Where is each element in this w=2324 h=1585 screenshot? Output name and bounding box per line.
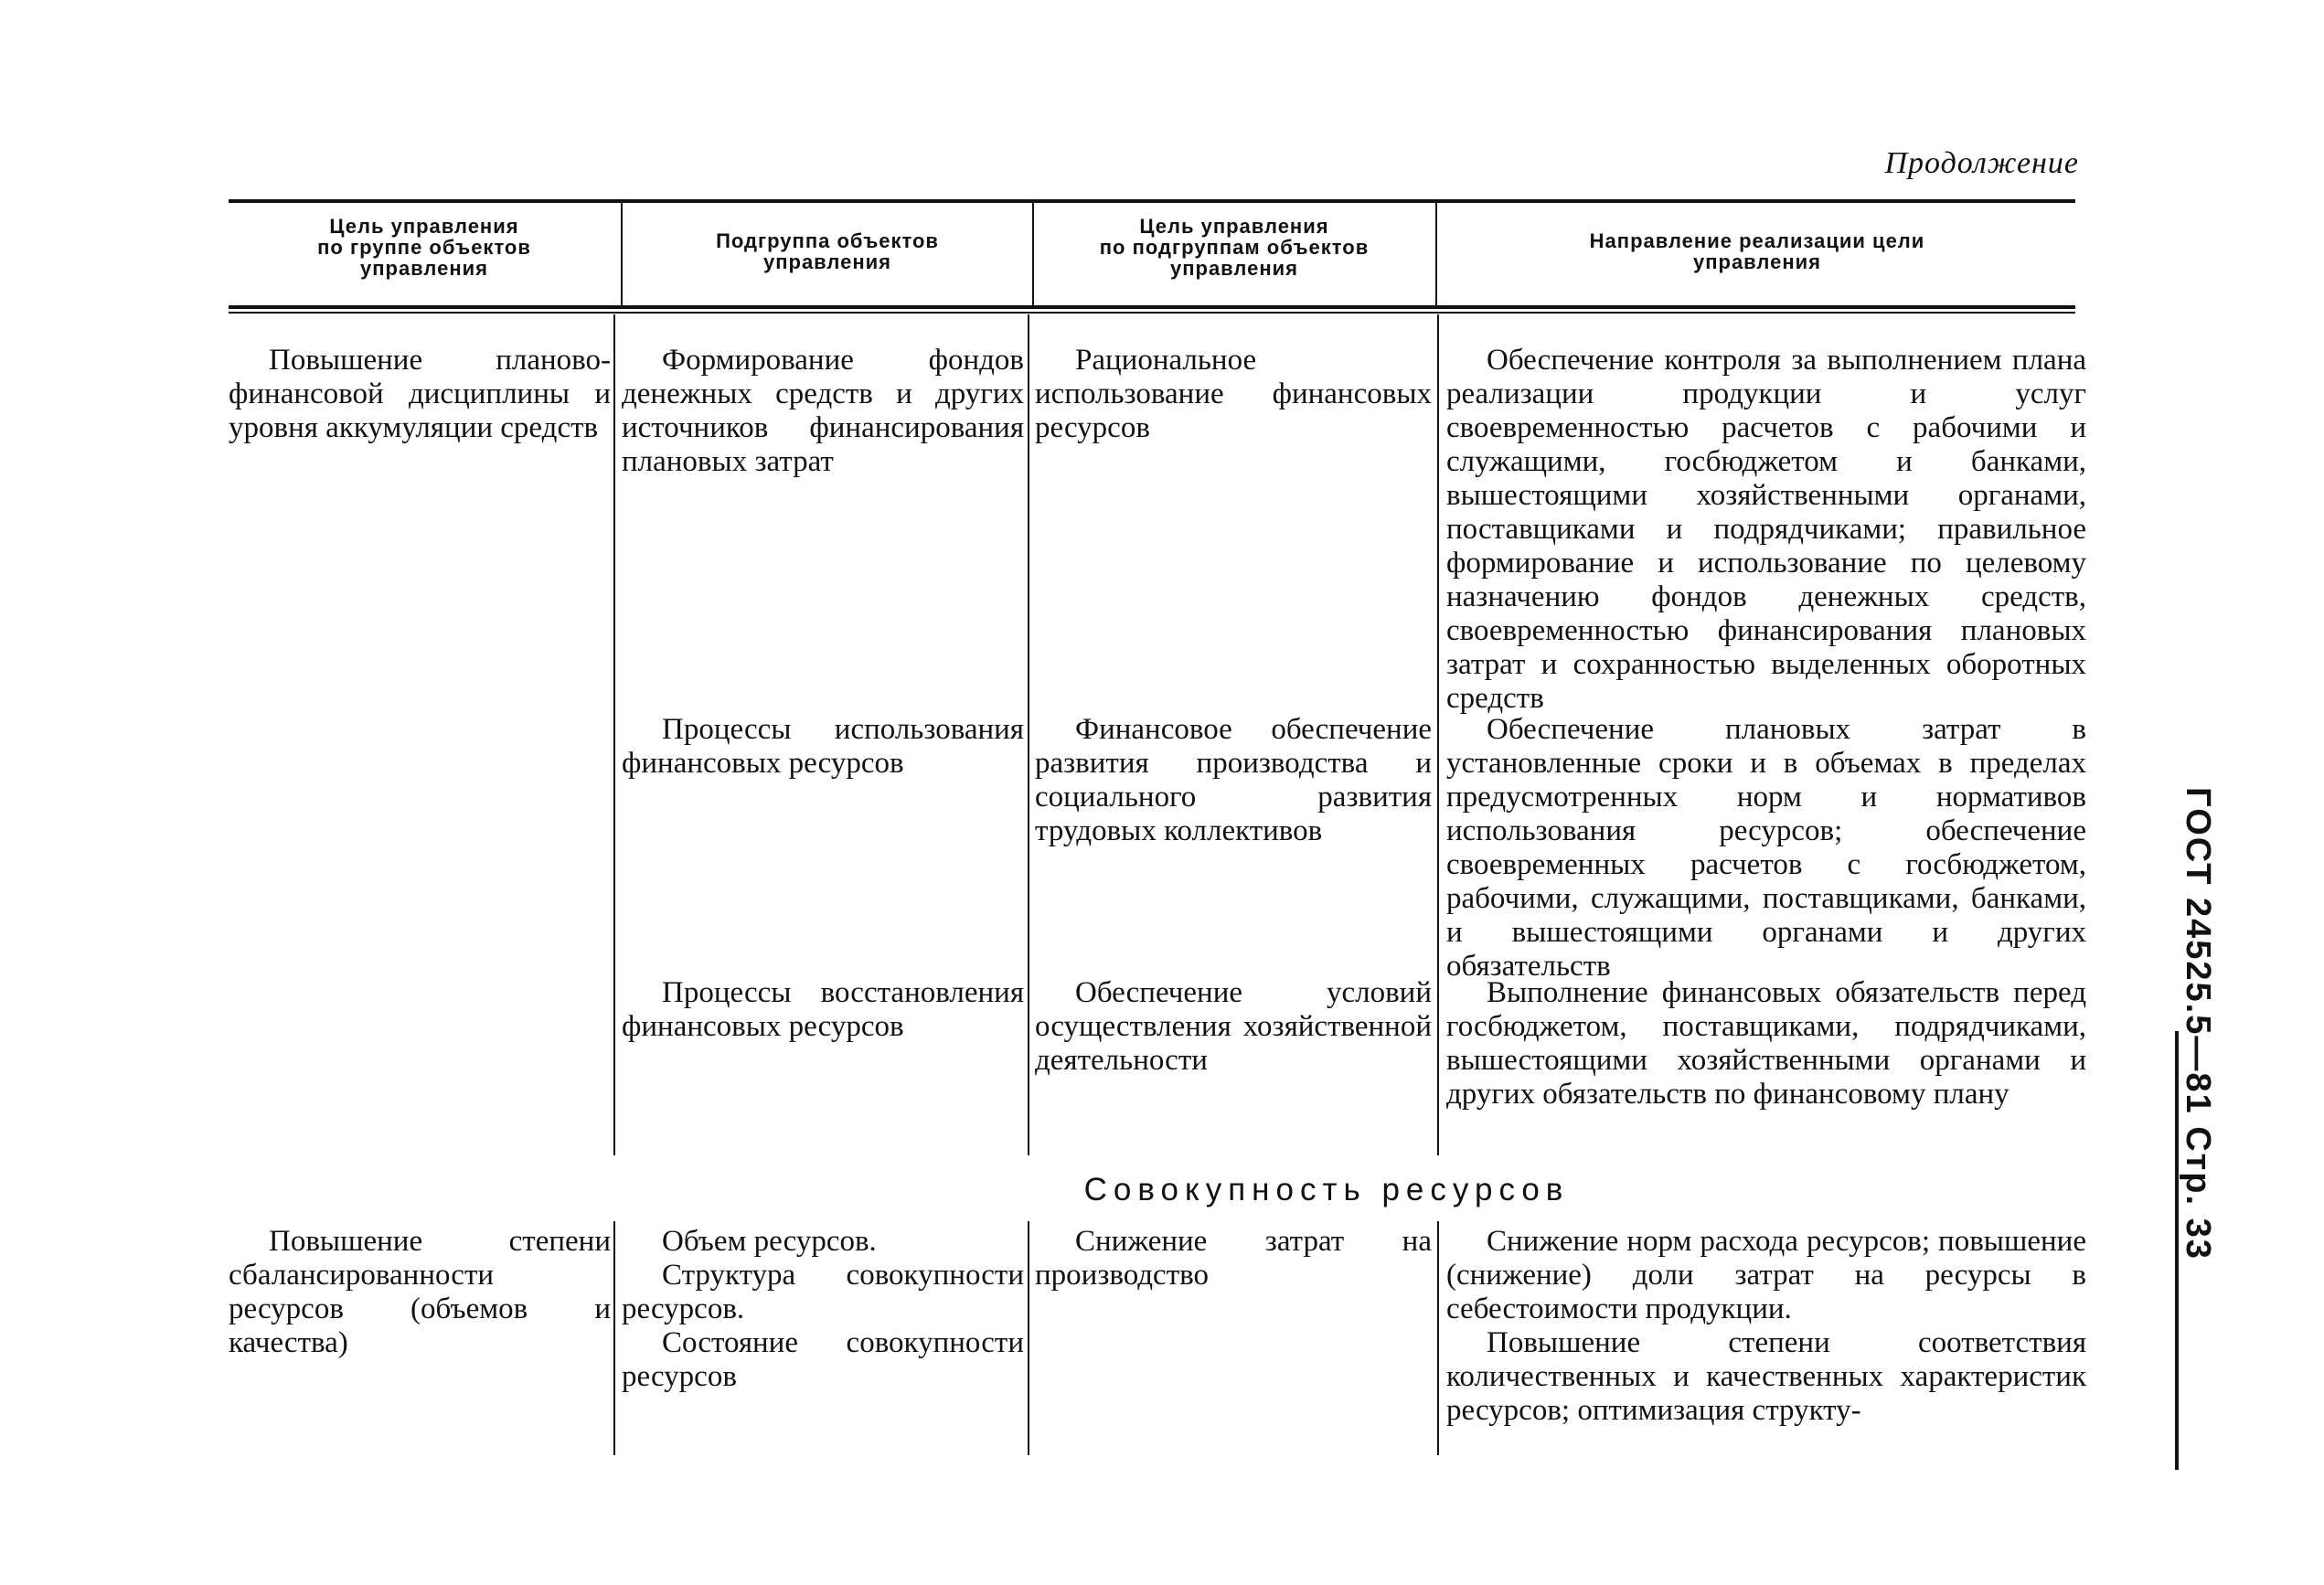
row2-subgroup: Процессы использования финансовых ресурсов <box>622 713 1024 780</box>
header-separator-1 <box>621 203 623 305</box>
header-bottom-rule-2 <box>229 312 2075 314</box>
row1-subgroup: Формирование фондов денежных средств и других источников финансирования плановых затрат <box>622 344 1024 478</box>
header-subgroup: Подгруппа объектов управления <box>716 229 939 273</box>
resources-direction-para-2: Повышение степени соответствия количественных и качественных характеристик ресурсов; оптимизация структу- <box>1446 1326 2086 1427</box>
resources-subgroup <box>622 1225 1024 1394</box>
row2-direction: Обеспечение плановых затрат в установленные сроки и в объемах в пределах предусмотренных норм и нормативов использования ресурсов; обеспечение своевременных расчетов с госбюджетом, рабочими, служащими, поставщиками, банками, и вышестоящими органами и других обязательств <box>1446 713 2086 983</box>
body-separator-1 <box>613 314 615 1155</box>
lower-separator-1 <box>613 1221 615 1455</box>
row2-goal-subgroup: Финансовое обеспечение развития производства и социального развития трудовых коллективов <box>1035 713 1432 847</box>
page-reference <box>2179 787 2244 1481</box>
row3-subgroup: Процессы восстановления финансовых ресурсов <box>622 976 1024 1043</box>
row1-goal-group: Повышение планово-финансовой дисциплины и уровня аккумуляции средств <box>229 344 611 444</box>
continuation-label: Продолжение <box>1884 146 2079 180</box>
resources-goal-group: Повышение степени сбалансированности ресурсов (объемов и качества) <box>229 1225 611 1359</box>
lower-separator-3 <box>1437 1221 1439 1455</box>
header-direction: Направление реализации цели управления <box>1589 229 1925 273</box>
table-top-rule <box>229 199 2075 203</box>
row3-direction: Выполнение финансовых обязательств перед госбюджетом, поставщиками, подрядчиками, вышестоящими хозяйственными органами и других обязательств по финансовому плану <box>1446 976 2086 1111</box>
body-separator-3 <box>1437 314 1439 1155</box>
row1-goal-subgroup: Рациональное использование финансовых ресурсов <box>1035 344 1432 444</box>
resources-subgroup-line-1: Объем ресурсов. <box>662 1225 877 1258</box>
section-title-text: Совокупность ресурсов <box>1083 1172 1570 1207</box>
resources-subgroup-line-3: Состояние совокупности ресурсов <box>622 1326 1024 1393</box>
page-reference-text: ГОСТ 24525.5—81 Стр. 33 <box>2179 787 2217 1261</box>
section-title <box>0 1172 2324 1208</box>
resources-direction <box>1446 1225 2086 1428</box>
header-separator-3 <box>1435 203 1437 305</box>
resources-subgroup-line-2: Структура совокупности ресурсов. <box>622 1259 1024 1325</box>
resources-goal-subgroup: Снижение затрат на производство <box>1035 1225 1432 1292</box>
row3-goal-subgroup: Обеспечение условий осуществления хозяйственной деятельности <box>1035 976 1432 1077</box>
header-goal-group: Цель управления по группе объектов управления <box>317 215 531 280</box>
resources-direction-para-1: Снижение норм расхода ресурсов; повышение (снижение) доли затрат на ресурсы в себестоимости продукции. <box>1446 1225 2086 1325</box>
lower-separator-2 <box>1028 1221 1029 1455</box>
header-bottom-rule <box>229 305 2075 309</box>
body-separator-2 <box>1028 314 1029 1155</box>
row1-direction: Обеспечение контроля за выполнением плана реализации продукции и услуг своевременностью расчетов с рабочими и служащими, госбюджетом и банками, вышестоящими хозяйственными органами, поставщиками и подрядчиками; правильное формирование и использование по целевому назначению фондов денежных средств, своевременностью финансирования плановых затрат и сохранностью выделенных оборотных средств <box>1446 344 2086 715</box>
header-goal-subgroup: Цель управления по подгруппам объектов управления <box>1099 215 1370 280</box>
header-separator-2 <box>1032 203 1034 305</box>
